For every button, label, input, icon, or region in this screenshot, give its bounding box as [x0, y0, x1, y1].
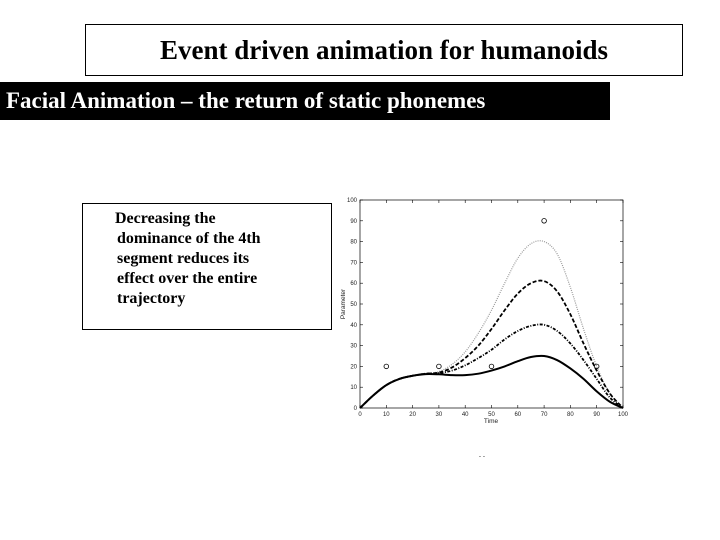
x-tick-label: 0 [358, 412, 362, 418]
x-tick-label: 100 [617, 412, 629, 418]
x-tick-label: 40 [461, 412, 469, 418]
y-tick-label: 100 [346, 198, 357, 204]
y-tick-label: 70 [350, 260, 357, 267]
y-axis-label: Parameter [340, 288, 347, 320]
explanation-line: segment reduces its [117, 250, 250, 267]
x-tick-label: 50 [488, 412, 495, 418]
explanation-line: effect over the entire [117, 270, 258, 287]
trajectory-chart [330, 190, 640, 470]
x-tick-label: 30 [435, 412, 443, 418]
x-tick-label: 90 [593, 412, 601, 418]
slide-title [85, 24, 683, 76]
y-tick-label: 0 [353, 406, 357, 412]
x-tick-label: 20 [409, 412, 416, 418]
slide-subtitle-bar [0, 82, 610, 120]
explanation-line: Decreasing the [115, 210, 216, 227]
y-tick-label: 30 [350, 343, 357, 350]
y-tick-label: 40 [350, 322, 357, 329]
slide-subtitle-text: Facial Animation – the return of static phonemes [6, 88, 486, 113]
slide-title-text: Event driven animation for humanoids [159, 34, 609, 65]
y-tick-label: 50 [350, 302, 357, 308]
explanation-textbox [82, 203, 332, 330]
x-axis-label: Time [483, 418, 499, 425]
x-tick-label: 70 [540, 412, 548, 418]
chart-footnote: - - [478, 453, 486, 460]
x-tick-label: 80 [567, 412, 574, 418]
explanation-line: dominance of the 4th [117, 230, 261, 247]
explanation-line: trajectory [117, 290, 186, 307]
y-tick-label: 10 [350, 385, 357, 392]
y-tick-label: 20 [350, 364, 357, 371]
y-tick-label: 80 [350, 239, 357, 246]
x-tick-label: 10 [382, 412, 390, 418]
x-tick-label: 60 [514, 412, 522, 418]
y-tick-label: 90 [350, 218, 357, 225]
y-tick-label: 60 [350, 281, 357, 288]
plot-area [360, 200, 623, 408]
